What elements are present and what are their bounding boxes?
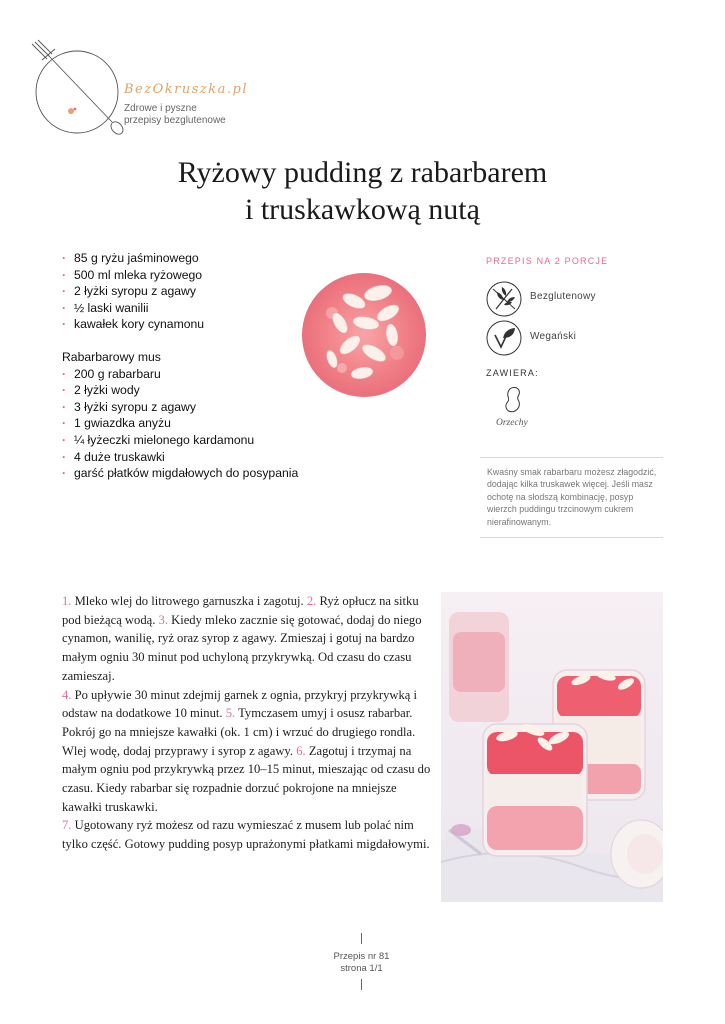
step-number: 2. (306, 594, 317, 608)
step-text: Kiedy mleko zacznie się gotować, dodaj do niego cynamon, wanilię, ryż oraz syrop z agawy. Zmieszaj i gotuj na bardzo małym ogniu 30 minut pod uchyloną przykrywką. Od czasu do czasu zamieszaj. (62, 612, 422, 683)
step-text: Mleko wlej do litrowego garnuszka i zagotuj. (74, 594, 304, 608)
ingredient-item: · 1 gwiazdka anyżu (62, 415, 352, 432)
title-line-1: Ryżowy pudding z rabarbarem (177, 156, 548, 189)
pudding-glasses-photo (441, 592, 663, 902)
ingredient-item: · 3 łyżki syropu z agawy (62, 399, 352, 416)
footer-divider-top (361, 933, 362, 944)
ingredient-item: · 2 łyżki syropu z agawy (62, 283, 352, 300)
step-text: Po upływie 30 minut zdejmij garnek z ognia, przykryj przykrywką i odstaw na dodatkowe 10 minut. (62, 687, 418, 721)
recipe-title (0, 154, 725, 228)
brand-tagline (124, 103, 226, 127)
preparation-steps (62, 592, 432, 854)
tagline-line-2: przepisy bezglutenowe (124, 115, 226, 126)
ingredient-item: · ¼ łyżeczki mielonego kardamonu (62, 432, 352, 449)
vegan-label: Wegański (530, 331, 577, 342)
footer-divider-bottom (361, 979, 362, 990)
step-number: 4. (62, 687, 72, 702)
step-number: 6. (296, 743, 306, 758)
tagline-line-1: Zdrowe i pyszne (124, 103, 197, 114)
vegan-leaf-icon (486, 320, 522, 356)
gluten-free-label: Bezglutenowy (530, 291, 596, 302)
ingredient-item: · garść płatków migdałowych do posypania (62, 465, 352, 482)
portions-label: PRZEPIS NA 2 PORCJE (486, 256, 609, 266)
step-number: 5. (225, 706, 236, 721)
contains-heading: ZAWIERA: (486, 368, 539, 378)
plate-fork-spoon-icon (22, 38, 132, 148)
recipe-number: Przepis nr 81 (333, 951, 390, 962)
ingredient-item: · 200 g rabarbaru (62, 366, 352, 383)
tip-text: Kwaśny smak rabarbaru możesz złagodzić, dodając kilka truskawek więcej. Jeśli masz ochotę na słodszą kombinację, posyp wierzch puddingu trzcinowym cukrem nierafinowanym. (487, 467, 657, 527)
step-number: 7. (62, 818, 72, 833)
step-text: Zagotuj i trzymaj na małym ogniu pod przykrywką przez 10–15 minut, mieszając od czasu do czasu. Kiedy rabarbar się rozpadnie dorzuć pokrojone na mniejsze kawałki truskawki. (62, 743, 431, 814)
step-text: Ugotowany ryż możesz od razu wymieszać z musem lub polać nim tylko część. Gotowy pudding posyp uprażonymi płatkami migdałowymi. (62, 818, 430, 852)
ingredient-item: · ½ laski wanilii (62, 300, 352, 317)
step-text: Tymczasem umyj i osusz rabarbar. Pokrój go na mniejsze kawałki (ok. 1 cm) i wrzuć do drugiego rondla. Wlej wodę, dodaj przyprawy i syrop z agawy. (62, 706, 416, 758)
ingredient-item: · 85 g ryżu jaśminowego (62, 250, 352, 267)
ingredient-item: · 4 duże truskawki (62, 449, 352, 466)
mousse-heading: Rabarbarowy mus (62, 349, 161, 364)
ingredient-item: · 2 łyżki wody (62, 382, 352, 399)
step-number: 3. (158, 612, 168, 627)
ingredient-item: · 500 ml mleka ryżowego (62, 267, 352, 284)
step-text: Ryż opłucz na sitku pod bieżącą wodą. (62, 594, 419, 627)
footer (300, 951, 423, 975)
title-line-2: i truskawkową nutą (245, 193, 480, 226)
tip-divider-top (480, 457, 663, 458)
ingredient-item: · kawałek kory cynamonu (62, 316, 352, 333)
brand-name[interactable]: BezOkruszka.pl (124, 82, 248, 97)
page-number: strona 1/1 (340, 963, 383, 974)
dish-top-photo (302, 273, 426, 397)
tip-divider-bottom (480, 537, 663, 538)
peanut-icon (503, 386, 525, 414)
gluten-free-wheat-icon (486, 281, 522, 317)
allergen-label: Orzechy (496, 418, 528, 428)
step-number: 1. (62, 594, 72, 608)
